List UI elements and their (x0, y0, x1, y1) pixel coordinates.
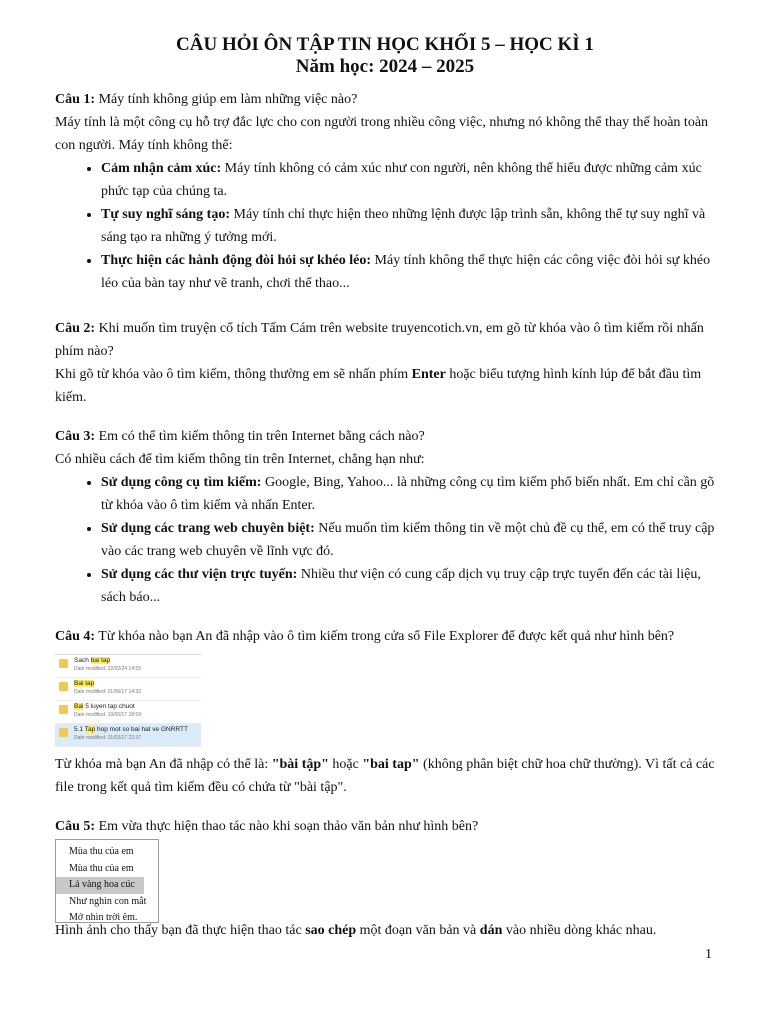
list-item: • Sử dụng các trang web chuyên biệt: Nếu muốn tìm kiếm thông tin về một chủ đề cụ thể, em có thể truy cập vào các trang web chuyên về lĩnh vực đó. (101, 517, 715, 563)
answer-1-list (55, 157, 715, 295)
page-number: 1 (705, 947, 712, 962)
folder-icon (59, 659, 68, 668)
file-result-row: Sach bai tap Date modified: 22/02/24 14:55 (55, 655, 201, 678)
file-result-row: Bai tap Date modified: 01/06/17 14:32 (55, 678, 201, 701)
question-1: Câu 1: Máy tính không giúp em làm những việc nào? (55, 92, 358, 107)
doc-line: Mùa thu của em (69, 862, 134, 874)
document-page (55, 34, 715, 942)
list-item: • Tự suy nghĩ sáng tạo: Máy tính chỉ thực hiện theo những lệnh được lập trình sẵn, không thể tự suy nghĩ và sáng tạo ra những ý tưởng mới. (101, 203, 715, 249)
folder-icon (59, 705, 68, 714)
list-item: • Cảm nhận cảm xúc: Máy tính không có cảm xúc như con người, nên không thể hiểu được những cảm xúc phức tạp của chúng ta. (101, 157, 715, 203)
answer-3-intro: Có nhiều cách để tìm kiếm thông tin trên Internet, chẳng hạn như: (55, 452, 425, 467)
list-item: • Thực hiện các hành động đòi hỏi sự khéo léo: Máy tính không thể thực hiện các công việc đòi hỏi sự khéo léo của bàn tay như vẽ tranh, chơi thể thao... (101, 249, 715, 295)
school-year: Năm học: 2024 – 2025 (295, 56, 475, 77)
answer-4: Từ khóa mà bạn An đã nhập có thể là: "bài tập" hoặc "bai tap" (không phân biệt chữ hoa chữ thường). Vì tất cả các file trong kết quả tìm kiếm đều có chứa từ "bài tập". (55, 757, 715, 795)
answer-3-list (55, 471, 715, 609)
folder-icon (59, 728, 68, 737)
doc-line: Mùa thu của em (69, 846, 134, 857)
file-result-row: 5.1 Tap hop mot so bai hat ve GNRRTT Date modified: 31/03/17 22:37 (55, 724, 201, 747)
question-4: Câu 4: Từ khóa nào bạn An đã nhập vào ô tìm kiếm trong cửa sổ File Explorer để được kết quả như hình bên? (55, 629, 675, 644)
answer-5: Hình ảnh cho thấy bạn đã thực hiện thao tác sao chép một đoạn văn bản và dán vào nhiều dòng khác nhau. (55, 923, 657, 938)
doc-line: Như nghìn con mắt (69, 895, 147, 907)
doc-line-selected: Lá vàng hoa cúc (56, 877, 144, 894)
answer-1-intro: Máy tính là một công cụ hỗ trợ đắc lực cho con người trong nhiều công việc, nhưng nó không thể thay thế hoàn toàn con người. Máy tính không thể: (55, 115, 709, 153)
list-item: • Sử dụng công cụ tìm kiếm: Google, Bing, Yahoo... là những công cụ tìm kiếm phổ biến nhất. Em chỉ cần gõ từ khóa vào ô tìm kiếm và nhấn Enter. (101, 471, 715, 517)
document-title: CÂU HỎI ÔN TẬP TIN HỌC KHỐI 5 – HỌC KÌ 1 (176, 34, 594, 55)
list-item: • Sử dụng các thư viện trực tuyến: Nhiều thư viện có cung cấp dịch vụ truy cập trực tuyến đến các tài liệu, sách báo... (101, 563, 715, 609)
file-explorer-results-image (55, 654, 201, 747)
question-5: Câu 5: Em vừa thực hiện thao tác nào khi soạn thảo văn bản như hình bên? (55, 819, 479, 834)
file-result-row: Bai 5 luyen tap chuot Date modified: 19/05/17 18:59 (55, 701, 201, 724)
question-3: Câu 3: Em có thể tìm kiếm thông tin trên Internet bằng cách nào? (55, 429, 425, 444)
doc-line: Mở nhìn trời êm. (69, 912, 138, 923)
answer-2: Khi gõ từ khóa vào ô tìm kiếm, thông thường em sẽ nhấn phím Enter hoặc biểu tượng hình kính lúp để bắt đầu tìm kiếm. (55, 367, 702, 405)
folder-icon (59, 682, 68, 691)
question-2: Câu 2: Khi muốn tìm truyện cổ tích Tấm Cám trên website truyencotich.vn, em gõ từ khóa vào ô tìm kiếm rồi nhấn phím nào? (55, 321, 704, 359)
text-editor-snippet-image (55, 839, 159, 923)
